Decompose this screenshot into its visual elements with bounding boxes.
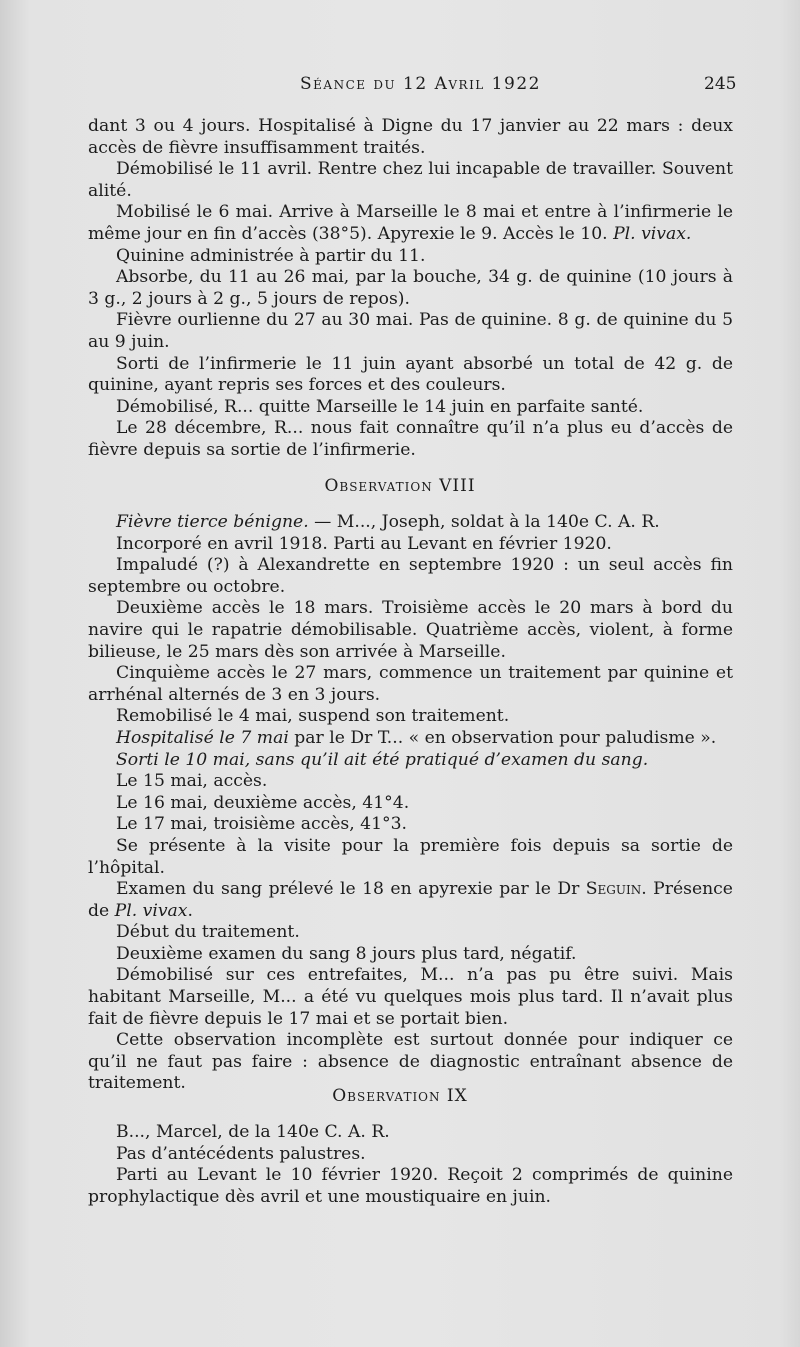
paragraph (88, 512, 733, 534)
paragraph: Absorbe, du 11 au 26 mai, par la bouche, 34 g. de quinine (10 jours à 3 g., 2 jours à 2 g., 5 jours de repos). (88, 267, 733, 309)
paragraph: Démobilisé sur ces entrefaites, M... n’a pas pu être suivi. Mais habitant Marseille, M... a été vu quelques mois plus tard. Il n’avait plus fait de fièvre depuis le 17 mai et se portait bien. (88, 965, 733, 1029)
observation-vii-continuation (88, 116, 733, 462)
paragraph: Se présente à la visite pour la première fois depuis sa sortie de l’hôpital. (88, 835, 733, 878)
paragraph (88, 728, 733, 750)
paragraph: Le 16 mai, deuxième accès, 41°4. (116, 792, 410, 813)
paragraph: Le 28 décembre, R... nous fait connaître qu’il n’a plus eu d’accès de fièvre depuis sa sortie de l’infirmerie. (88, 418, 733, 460)
paragraph: Cinquième accès le 27 mars, commence un traitement par quinine et arrhénal alternés de 3 en 3 jours. (88, 663, 733, 705)
diagnosis: Fièvre tierce bénigne. (116, 512, 309, 532)
species-name: Pl. vivax. (613, 223, 692, 244)
running-head (0, 74, 800, 98)
paragraph: Deuxième accès le 18 mars. Troisième accès le 20 mars à bord du navire qui le rapatrie démobilisable. Quatrième accès, violent, à forme bilieuse, le 25 mars dès son arrivée à Marseille. (88, 598, 733, 662)
paragraph: Cette observation incomplète est surtout donnée pour indiquer ce qu’il ne faut pas faire : absence de diagnostic entraînant absence de traitement. (88, 1030, 733, 1094)
paragraph-text: par le Dr T... « en observation pour paludisme ». (288, 727, 717, 748)
paragraph: Le 15 mai, accès. (116, 771, 268, 792)
paragraph (88, 202, 733, 245)
italic-text: Sorti le 10 mai, sans qu’il ait été pratiqué d’examen du sang. (116, 749, 649, 770)
paragraph: Début du traitement. (116, 922, 300, 943)
paragraph: Deuxième examen du sang 8 jours plus tard, négatif. (116, 943, 577, 964)
observation-ix-body (88, 1122, 733, 1208)
paragraph: Démobilisé le 11 avril. Rentre chez lui incapable de travailler. Souvent alité. (88, 159, 733, 201)
page-number: 245 (704, 74, 737, 94)
heading-observation-ix: Observation IX (332, 1086, 468, 1106)
observation-viii-body (88, 512, 733, 1095)
paragraph-text: — M..., Joseph, soldat à la 140e C. A. R. (308, 512, 660, 532)
paragraph: Fièvre ourlienne du 27 au 30 mai. Pas de quinine. 8 g. de quinine du 5 au 9 juin. (88, 310, 733, 352)
paragraph: Pas d’antécédents palustres. (116, 1143, 366, 1164)
paragraph: Remobilisé le 4 mai, suspend son traitement. (116, 706, 510, 727)
species-name: Pl. vivax (114, 900, 188, 921)
paragraph-text: . Présence de (88, 879, 733, 921)
paragraph-text: Mobilisé le 6 mai. Arrive à Marseille le 8 mai et entre à l’infirmerie le même jour en fin d’accès (38°5). Apyrexie le 9. Accès le 10. (88, 202, 733, 244)
heading-observation-viii: Observation VIII (324, 476, 476, 496)
paragraph: dant 3 ou 4 jours. Hospitalisé à Digne du 17 janvier au 22 mars : deux accès de fièvre insuffisamment traités. (88, 116, 733, 158)
paragraph: Incorporé en avril 1918. Parti au Levant en février 1920. (116, 533, 612, 554)
paragraph (88, 750, 733, 772)
doctor-name: Seguin (585, 879, 642, 900)
running-title: Séance du 12 Avril 1922 (300, 74, 541, 94)
paragraph: Parti au Levant le 10 février 1920. Reçoit 2 comprimés de quinine prophylactique dès avril et une moustiquaire en juin. (88, 1165, 733, 1207)
paragraph: B..., Marcel, de la 140e C. A. R. (116, 1122, 390, 1142)
paragraph (88, 879, 733, 922)
paragraph-text: . (187, 900, 193, 921)
paragraph: Démobilisé, R... quitte Marseille le 14 juin en parfaite santé. (116, 396, 644, 417)
paragraph: Quinine administrée à partir du 11. (116, 245, 426, 266)
italic-text: Hospitalisé le 7 mai (116, 727, 289, 748)
paragraph: Le 17 mai, troisième accès, 41°3. (116, 814, 408, 835)
paragraph-text: Examen du sang prélevé le 18 en apyrexie par le Dr (116, 879, 586, 900)
paragraph: Sorti de l’infirmerie le 11 juin ayant absorbé un total de 42 g. de quinine, ayant repris ses forces et des couleurs. (88, 353, 733, 396)
paragraph: Impaludé (?) à Alexandrette en septembre 1920 : un seul accès fin septembre ou octobre. (88, 555, 733, 597)
